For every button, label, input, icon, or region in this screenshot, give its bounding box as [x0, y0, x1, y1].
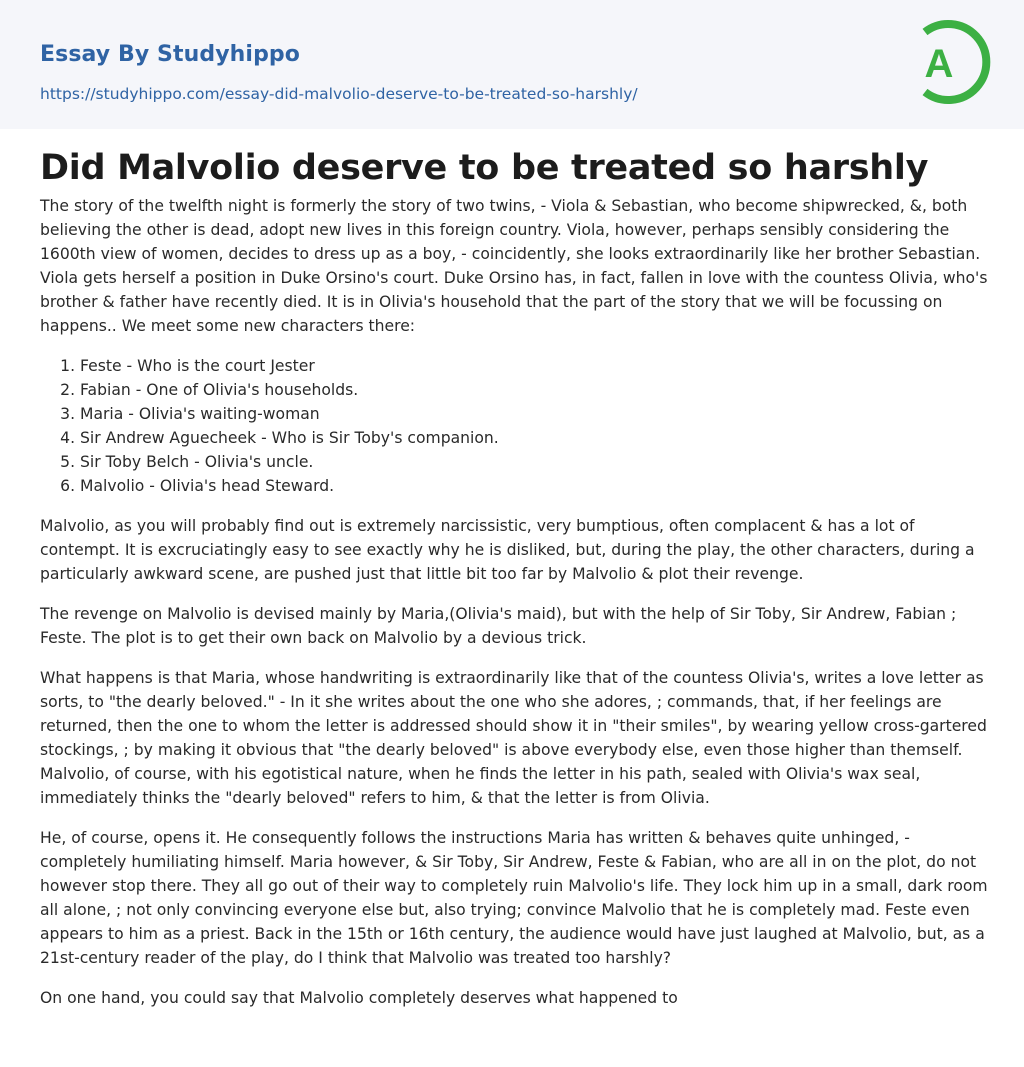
logo-ring-icon [905, 14, 995, 110]
essay-url-link[interactable]: https://studyhippo.com/essay-did-malvolio-deserve-to-be-treated-so-harshly/ [40, 85, 638, 103]
essay-paragraph-truncated: On one hand, you could say that Malvolio completely deserves what happened to [40, 989, 678, 1007]
essay-title: Did Malvolio deserve to be treated so harshly [40, 148, 929, 188]
character-list [40, 354, 988, 498]
studyhippo-logo[interactable] [905, 14, 995, 110]
list-item: 1. Feste - Who is the court Jester [80, 354, 988, 378]
essay-paragraph: The revenge on Malvolio is devised mainly by Maria,(Olivia's maid), but with the help of Sir Toby, Sir Andrew, Fabian ; Feste. The plot is to get their own back on Malvolio by a devious trick. [40, 605, 957, 647]
logo-letter: A [924, 42, 954, 86]
list-item: 4. Sir Andrew Aguecheek - Who is Sir Toby's companion. [80, 426, 988, 450]
list-item: 6. Malvolio - Olivia's head Steward. [80, 474, 988, 498]
essay-content [40, 142, 988, 1026]
list-item: 5. Sir Toby Belch - Olivia's uncle. [80, 450, 988, 474]
list-item: 2. Fabian - One of Olivia's households. [80, 378, 988, 402]
site-title[interactable]: Essay By Studyhippo [40, 42, 300, 67]
essay-intro-paragraph: The story of the twelfth night is formerly the story of two twins, - Viola & Sebastian, who become shipwrecked, &, both believing the other is dead, adopt new lives in this foreign country. Viola, however, perhaps sensibly considering the 1600th view of women, decides to dress up as a boy, - coincidently, she looks extraordinarily like her brother Sebastian. Viola gets herself a position in Duke Orsino's court. Duke Orsino has, in fact, fallen in love with the countess Olivia, who's brother & father have recently died. It is in Olivia's household that the part of the story that we will be focussing on happens.. We meet some new characters there: [40, 197, 988, 335]
site-header [0, 0, 1024, 129]
essay-paragraph: He, of course, opens it. He consequently follows the instructions Maria has written & behaves quite unhinged, - completely humiliating himself. Maria however, & Sir Toby, Sir Andrew, Feste & Fabian, who are all in on the plot, do not however stop there. They all go out of their way to completely ruin Malvolio's life. They lock him up in a small, dark room all alone, ; not only convincing everyone else but, also trying; convince Malvolio that he is completely mad. Feste even appears to him as a priest. Back in the 15th or 16th century, the audience would have just laughed at Malvolio, but, as a 21st-century reader of the play, do I think that Malvolio was treated too harshly? [40, 829, 988, 967]
essay-paragraph: Malvolio, as you will probably find out is extremely narcissistic, very bumptious, often complacent & has a lot of contempt. It is excruciatingly easy to see exactly why he is disliked, but, during the play, the other characters, during a particularly awkward scene, are pushed just that little bit too far by Malvolio & plot their revenge. [40, 517, 975, 583]
essay-paragraph: What happens is that Maria, whose handwriting is extraordinarily like that of the countess Olivia's, writes a love letter as sorts, to "the dearly beloved." - In it she writes about the one who she adores, ; commands, that, if her feelings are returned, then the one to whom the letter is addressed should show it in "their smiles", by wearing yellow cross-gartered stockings, ; by making it obvious that "the dearly beloved" is above everybody else, even those higher than themself. Malvolio, of course, with his egotistical nature, when he finds the letter in his path, sealed with Olivia's wax seal, immediately thinks the "dearly beloved" refers to him, & that the letter is from Olivia. [40, 669, 987, 807]
list-item: 3. Maria - Olivia's waiting-woman [80, 402, 988, 426]
